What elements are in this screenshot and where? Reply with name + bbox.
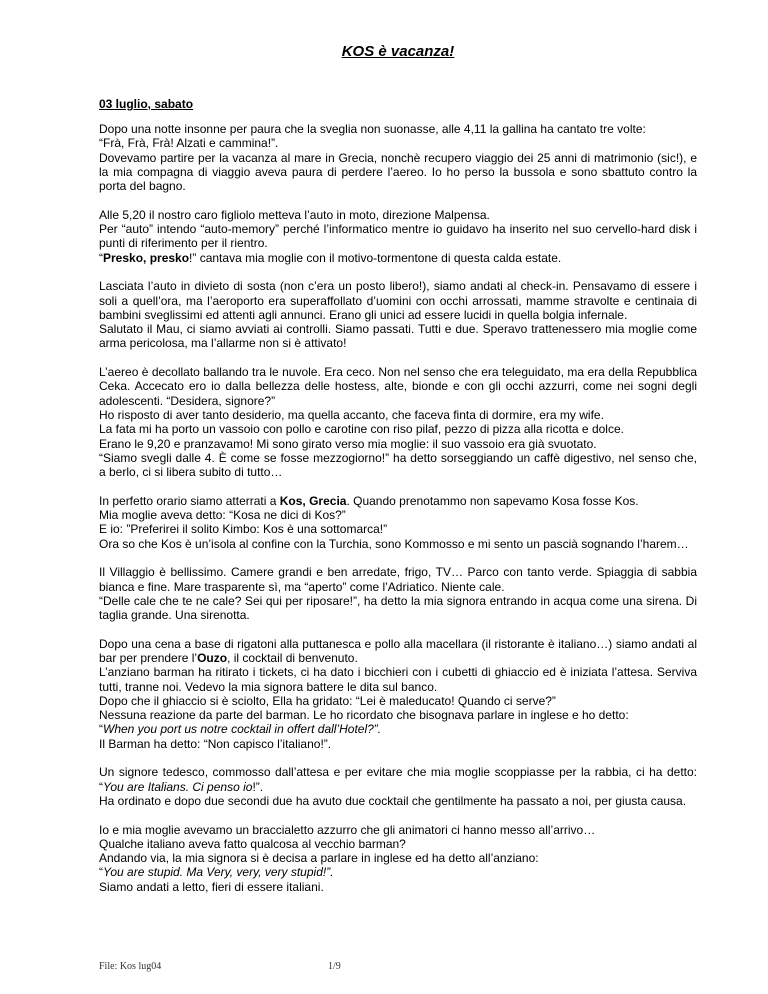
text-line bbox=[99, 594, 697, 623]
text-run: In perfetto orario siamo atterrati a bbox=[99, 493, 280, 508]
text-run: “Frà, Frà, Frà! Alzati e cammina!”. bbox=[99, 136, 279, 151]
document-body bbox=[99, 122, 697, 908]
text-run: Dopo che il ghiaccio si è sciolto, Ella ha gridato: “Lei è maleducato! Quando ci serve?” bbox=[99, 693, 556, 708]
text-run: L’aereo è decollato ballando tra le nuvole. Era ceco. Non nel senso che era teleguidato, ma era della Repubblica Ceka. Accecato ero io dalla bellezza delle hostess, alte, bionde e con gli occhi azzurri, come nei sogni degli adolescenti. “Desidera, signore?” bbox=[99, 365, 697, 408]
text-run: Ho risposto di aver tanto desiderio, ma quella accanto, che faceva finta di dormire, era my wife. bbox=[99, 407, 604, 422]
italic-text: When you port us notre cocktail in offert dall’Hotel?”. bbox=[103, 722, 382, 737]
text-run: “ bbox=[99, 722, 103, 737]
text-line bbox=[99, 708, 697, 722]
text-run: Siamo andati a letto, fieri di essere italiani. bbox=[99, 879, 324, 894]
text-run: “ bbox=[99, 865, 103, 880]
paragraph bbox=[99, 765, 697, 808]
text-line bbox=[99, 437, 697, 451]
document-title: KOS è vacanza! bbox=[341, 43, 455, 60]
text-line bbox=[99, 408, 697, 422]
text-line bbox=[99, 865, 697, 879]
text-run: Io e mia moglie avevamo un braccialetto azzurro che gli animatori ci hanno messo all’arrivo… bbox=[99, 822, 596, 837]
text-run: !”. bbox=[252, 779, 264, 794]
text-line bbox=[99, 508, 697, 522]
paragraph bbox=[99, 208, 697, 265]
text-line bbox=[99, 451, 697, 480]
footer-page-number: 1/9 bbox=[328, 961, 341, 972]
footer-file-name: File: Kos lug04 bbox=[99, 961, 162, 972]
paragraph bbox=[99, 565, 697, 622]
text-run: Qualche italiano aveva fatto qualcosa al vecchio barman? bbox=[99, 836, 406, 851]
paragraph bbox=[99, 279, 697, 350]
bold-text: Presko, presko bbox=[103, 250, 190, 265]
text-run: . Quando prenotammo non sapevamo Kosa fosse Kos. bbox=[346, 493, 639, 508]
italic-text: You are Italians. Ci penso io bbox=[103, 779, 253, 794]
text-line bbox=[99, 722, 697, 736]
text-line bbox=[99, 694, 697, 708]
text-line bbox=[99, 208, 697, 222]
text-run: Dopo una notte insonne per paura che la sveglia non suonasse, alle 4,11 la gallina ha cantato tre volte: bbox=[99, 122, 646, 136]
text-line bbox=[99, 880, 697, 894]
text-run: Dopo una cena a base di rigatoni alla puttanesca e pollo alla macellara (il ristorante è italiano…) siamo andati al bar per prendere l’ bbox=[99, 636, 697, 665]
text-run: “Delle cale che te ne cale? Sei qui per riposare!”, ha detto la mia signora entrando in acqua come una sirena. Di taglia grande. Una sirenotta. bbox=[99, 593, 697, 623]
text-line bbox=[99, 522, 697, 536]
text-line bbox=[99, 765, 697, 794]
italic-text: You are stupid. Ma Very, very, very stupid!”. bbox=[103, 865, 334, 880]
text-line bbox=[99, 794, 697, 808]
text-run: Nessuna reazione da parte del barman. Le ho ricordato che bisognava parlare in inglese e ho detto: bbox=[99, 708, 629, 723]
paragraph bbox=[99, 637, 697, 751]
text-line bbox=[99, 494, 697, 508]
text-line bbox=[99, 251, 697, 265]
text-run: Un signore tedesco, commosso dall’attesa e per evitare che mia moglie scoppiasse per la rabbia, ci ha detto: “ bbox=[99, 765, 697, 794]
text-run: La fata mi ha porto un vassoio con pollo e carotine con riso pilaf, pezzo di pizza alla ricotta e dolce. bbox=[99, 422, 624, 437]
text-line bbox=[99, 422, 697, 436]
text-run: Mia moglie aveva detto: “Kosa ne dici di Kos?” bbox=[99, 508, 346, 523]
paragraph bbox=[99, 494, 697, 551]
text-line bbox=[99, 737, 697, 751]
text-line bbox=[99, 823, 697, 837]
paragraph bbox=[99, 823, 697, 894]
text-line bbox=[99, 565, 697, 594]
text-run: Andando via, la mia signora si è decisa a parlare in inglese ed ha detto all’anziano: bbox=[99, 851, 539, 866]
text-run: Salutato il Mau, ci siamo avviati ai controlli. Siamo passati. Tutti e due. Speravo trattenessero mia moglie come arma pericolosa, ma l’allarme non si è attivato! bbox=[99, 322, 697, 351]
bold-text: Ouzo bbox=[197, 650, 228, 665]
text-run: Per “auto” intendo “auto-memory” perché l’informatico mentre io guidavo ha inserito nel suo cervello-hard disk i punti di riferimento per il rientro. bbox=[99, 222, 697, 251]
text-run: Ha ordinato e dopo due secondi due ha avuto due cocktail che gentilmente ha passato a noi, per giusta causa. bbox=[99, 793, 687, 808]
text-run: “Siamo svegli dalle 4. È come se fosse mezzogiorno!” ha detto sorseggiando un caffè digestivo, nel senso che, a berlo, ci si libera subito di tutto… bbox=[99, 450, 697, 480]
text-line bbox=[99, 322, 697, 351]
text-line bbox=[99, 222, 697, 251]
text-line bbox=[99, 837, 697, 851]
text-line bbox=[99, 665, 697, 694]
text-run: Il Villaggio è bellissimo. Camere grandi e ben arredate, frigo, TV… Parco con tanto verde. Spiaggia di sabbia bianca e fine. Mare trasparente sì, ma “aperto” come l’Adriatico. Niente cale. bbox=[99, 565, 697, 594]
entry-date: 03 luglio, sabato bbox=[99, 97, 194, 111]
text-line bbox=[99, 537, 697, 551]
text-run: Il Barman ha detto: “Non capisco l’italiano!”. bbox=[99, 736, 332, 751]
text-run: Dovevamo partire per la vacanza al mare in Grecia, nonchè recupero viaggio dei 25 anni di matrimonio (sic!), e la mia compagna di viaggio aveva paura di perdere l’aereo. Io ho perso la bussola e sono sbattuto contro la porta del bagno. bbox=[99, 150, 697, 194]
text-run: “ bbox=[99, 250, 103, 265]
text-run: Ora so che Kos è un’isola al confine con la Turchia, sono Kommosso e mi sento un pascià sognando l’harem… bbox=[99, 536, 689, 551]
text-line bbox=[99, 136, 697, 150]
bold-text: Kos, Grecia bbox=[279, 493, 347, 508]
text-line bbox=[99, 279, 697, 322]
text-line bbox=[99, 122, 697, 136]
text-line bbox=[99, 365, 697, 408]
text-run: Alle 5,20 il nostro caro figliolo metteva l’auto in moto, direzione Malpensa. bbox=[99, 207, 490, 222]
text-run: , il cocktail di benvenuto. bbox=[227, 650, 358, 665]
paragraph bbox=[99, 365, 697, 479]
text-run: Erano le 9,20 e pranzavamo! Mi sono girato verso mia moglie: il suo vassoio era già svuotato. bbox=[99, 436, 597, 451]
text-run: L’anziano barman ha ritirato i tickets, ci ha dato i bicchieri con i cubetti di ghiaccio ed è iniziata l’attesa. Serviva tutti, tranne noi. Vedevo la mia signora battere le dita sul banco. bbox=[99, 665, 697, 694]
text-run: E io: ”Preferirei il solito Kimbo: Kos è una sottomarca!” bbox=[99, 522, 388, 537]
text-run: !” cantava mia moglie con il motivo-tormentone di questa calda estate. bbox=[189, 250, 562, 265]
text-line bbox=[99, 851, 697, 865]
text-line bbox=[99, 151, 697, 194]
text-run: Lasciata l’auto in divieto di sosta (non c’era un posto libero!), siamo andati al check-in. Pensavamo di essere i soli a quell’ora, ma l’aeroporto era superaffollato d’uomini con occhi arrossati, mamme stravolte e centinaia di bambini sveglissimi ed attenti agli annunci. Erano gli unici ad essere lucidi in quella bolgia infernale. bbox=[99, 279, 697, 322]
paragraph bbox=[99, 122, 697, 193]
text-line bbox=[99, 637, 697, 666]
